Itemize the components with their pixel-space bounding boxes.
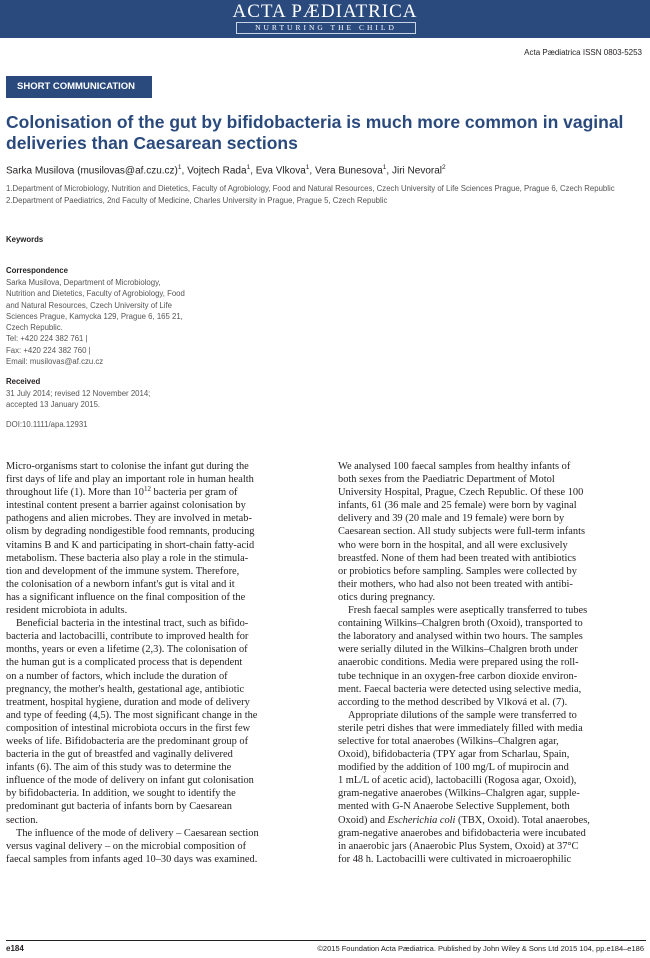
body-text-line: breastfed. None of them had been treated with antibiotics (338, 552, 577, 564)
body-text-line: treatment, hospital hygiene, duration and mode of delivery (6, 696, 250, 708)
article-title-line-1: Colonisation of the gut by bifidobacteria is much more common in vaginal (6, 112, 624, 132)
body-text-line: The influence of the mode of delivery – Caesarean section (16, 827, 259, 839)
correspondence-line: Czech Republic. (6, 323, 63, 333)
journal-title: ACTA PÆDIATRICA (232, 1, 418, 22)
body-text-line: has a significant influence on the final composition of the (6, 591, 246, 603)
body-text-line: metabolism. These bacteria also play a role in the stimula- (6, 552, 249, 564)
body-text-line: tube technique in an oxygen-free carbon dioxide environ- (338, 670, 578, 682)
body-text-line: who were born in the hospital, and all were exclusively (338, 539, 568, 551)
body-text-line: Appropriate dilutions of the sample were transferred to (348, 709, 577, 721)
body-text-line: influence of the mode of delivery on infant gut colonisation (6, 775, 254, 787)
footer-divider (6, 940, 646, 941)
body-text-line: composition of intestinal microbiota occurs in the first few (6, 722, 251, 734)
body-text-line: 1 mL/L of acetic acid), lactobacilli (Rogosa agar, Oxoid), (338, 775, 577, 787)
body-text-line: intestinal content present a barrier against colonisation by (6, 500, 246, 512)
body-text-line: Beneficial bacteria in the intestinal tract, such as bifido- (16, 618, 249, 630)
author-affiliation-mark: 1 (382, 164, 387, 171)
affiliation-2: 2.Department of Paediatrics, 2nd Faculty of Medicine, Charles University in Prague, Prague 5, Czech Republic (6, 196, 388, 205)
keywords-heading: Keywords (6, 235, 44, 244)
body-text-line: faecal samples from infants aged 10–30 days was examined. (6, 853, 258, 865)
author-name: Vera Bunesova (314, 165, 383, 177)
correspondence-block (6, 277, 185, 367)
body-text-line: tion and development of the immune system. Therefore, (6, 565, 240, 577)
body-text-line: on a number of factors, which include the duration of (6, 670, 228, 682)
body-text-line: infants (6). The aim of this study was to determine the (6, 762, 232, 774)
body-text-line: throughout life (1). More than $10^{12}$ bacteria per gram of (6, 486, 238, 499)
correspondence-line: Email: musilovas@af.czu.cz (6, 357, 104, 367)
author-name: Vojtech Rada (187, 165, 247, 177)
body-text-line: their mothers, who had also not been treated with antibi- (338, 578, 573, 590)
body-text-line: Oxoid), bifidobacteria (TPY agar from Scharlau, Spain, (338, 749, 570, 761)
body-text-line: selective for total anaerobes (Wilkins–Chalgren agar, (338, 735, 559, 747)
author-affiliation-mark: 1 (177, 164, 182, 171)
body-text-line: University Hospital, Prague, Czech Republic. Of these 100 (338, 487, 584, 499)
author-affiliation-mark: 1 (305, 164, 310, 171)
body-text-line: gram-negative anaerobes and bifidobacteria were incubated (338, 827, 586, 839)
body-text-line: anaerobic conditions. Media were prepared using the roll- (338, 657, 579, 669)
body-text-line: the colonisation of a newborn infant's gut is vital and it (6, 578, 235, 590)
body-text-line: weeks of life. Bifidobacteria are the predominant group of (6, 735, 249, 747)
body-text-line: containing Wilkins–Chalgren broth (Oxoid), transported to (338, 618, 583, 630)
body-text-line: bacteria in the gut of breastfed and vaginally delivered (6, 749, 233, 761)
correspondence-line: Tel: +420 224 382 761 | (6, 334, 88, 344)
journal-tagline: NURTURING THE CHILD (236, 22, 416, 34)
correspondence-line: Sarka Musilova, Department of Microbiology, (6, 278, 161, 287)
body-column-right (338, 460, 646, 866)
body-text-line: for 48 h. Lactobacilli were cultivated in microaerophilic (338, 853, 572, 865)
article-title-line-2: deliveries than Caesarean sections (6, 133, 298, 153)
body-text-line: pregnancy, the mother's health, gestational age, antibiotic (6, 683, 245, 695)
body-text-line: Oxoid) and Escherichia coli (TBX, Oxoid). Total anaerobes, (338, 814, 590, 826)
body-text-line: the laboratory and analysed within two hours. The samples (338, 631, 583, 643)
body-text-line: in anaerobic jars (Anaerobic Plus System, Oxoid) at 37°C (338, 840, 579, 852)
body-text-line: were serially diluted in the Wilkins–Chalgren broth under (338, 644, 578, 656)
body-text-line: Fresh faecal samples were aseptically transferred to tubes (348, 605, 588, 617)
body-text-line: We analysed 100 faecal samples from healthy infants of (338, 461, 571, 472)
correspondence-heading: Correspondence (6, 266, 68, 275)
received-line: accepted 13 January 2015. (6, 400, 101, 410)
correspondence-line: and Natural Resources, Czech University of Life (6, 300, 172, 310)
author-affiliation-mark: 2 (442, 164, 446, 171)
body-text-line: and type of feeding (4,5). The most significant change in the (6, 709, 258, 721)
page-number: e184 (6, 944, 24, 953)
body-text-line: vitamins B and K and participating in short-chain fatty-acid (6, 539, 255, 551)
author-name: Jiri Nevoral (391, 165, 442, 177)
body-text-line: mented with G-N Anaerobe Selective Supplement, both (338, 801, 570, 813)
body-text-line: the human gut is a complicated process that is dependent (6, 657, 243, 669)
body-text-line: resident microbiota in adults. (6, 605, 128, 617)
body-text-line: otics during pregnancy. (338, 591, 436, 603)
author-name: Sarka Musilova (musilovas@af.czu.cz) (6, 165, 178, 177)
article-title (6, 112, 646, 154)
author-affiliation-mark: 1 (246, 164, 251, 171)
body-text-line: predominant gut bacteria of infants born by Caesarean (6, 801, 232, 813)
body-text-line: Caesarean section. All study subjects were full-term infants (338, 526, 585, 538)
body-text-line: Micro-organisms start to colonise the infant gut during the (6, 461, 249, 472)
body-text-line: bacteria and lactobacilli, contribute to improved health for (6, 631, 249, 643)
received-heading: Received (6, 377, 41, 386)
italic-term: Escherichia coli (387, 814, 456, 826)
body-text-line: or probiotics before sampling. Samples were collected by (338, 565, 577, 577)
body-text-line: first days of life and play an important role in human health (6, 474, 254, 486)
superscript: 12 (143, 486, 151, 494)
affiliation-1: 1.Department of Microbiology, Nutrition and Dietetics, Faculty of Agrobiology, Food and Natural Resources, Czech University of Life Sciences Prague, Prague 6, Czech Republic (6, 184, 615, 193)
author-list: Sarka Musilova (musilovas@af.czu.cz)$^1$, Vojtech Rada$^1$, Eva Vlkova$^1$, Vera Bunesova$^1$, Jiri Nevoral$^2$ (6, 164, 446, 177)
received-line: 31 July 2014; revised 12 November 2014; (6, 389, 151, 398)
correspondence-line: Nutrition and Dietetics, Faculty of Agrobiology, Food (6, 289, 185, 299)
doi-text: DOI:10.1111/apa.12931 (6, 420, 88, 429)
body-text-line: sterile petri dishes that were immediately filled with media (338, 722, 583, 734)
body-text-line: olism by degrading nondigestible food remnants, producing (6, 526, 255, 538)
correspondence-line: Fax: +420 224 382 760 | (6, 345, 91, 355)
body-text-line: delivery and 39 (20 male and 19 female) were born by (338, 513, 565, 525)
body-column-left (6, 460, 314, 866)
body-text-line: according to the method described by Vlková et al. (7). (338, 696, 568, 708)
body-text-line: gram-negative anaerobes (Wilkins–Chalgren agar, supple- (338, 788, 580, 800)
body-text-line: versus vaginal delivery – on the microbial composition of (6, 840, 247, 852)
body-text-line: pathogens and alien microbes. They are involved in metab- (6, 513, 252, 525)
body-text-line: section. (6, 814, 39, 826)
copyright-notice: ©2015 Foundation Acta Pædiatrica. Published by John Wiley & Sons Ltd 2015 104, pp.e184–e186 (317, 944, 644, 953)
author-name: Eva Vlkova (255, 165, 306, 177)
body-text-line: both sexes from the Paediatric Department of Motol (338, 474, 555, 486)
section-label: SHORT COMMUNICATION (6, 76, 152, 98)
journal-header (0, 0, 650, 38)
body-text-line: modified by the addition of 100 mg/L of mupirocin and (338, 762, 569, 774)
body-text-line: infants, 61 (36 male and 25 female) were born by vaginal (338, 500, 577, 512)
body-text-line: by bifidobacteria. In addition, we sought to identify the (6, 788, 236, 800)
received-block (6, 388, 150, 411)
body-text-line: months, years or even a lifetime (2,3). The colonisation of (6, 644, 248, 656)
journal-issn: Acta Pædiatrica ISSN 0803-5253 (524, 48, 642, 57)
body-text-line: ment. Faecal bacteria were detected using selective media, (338, 683, 582, 695)
correspondence-line: Sciences Prague, Kamycka 129, Prague 6, 165 21, (6, 311, 183, 321)
